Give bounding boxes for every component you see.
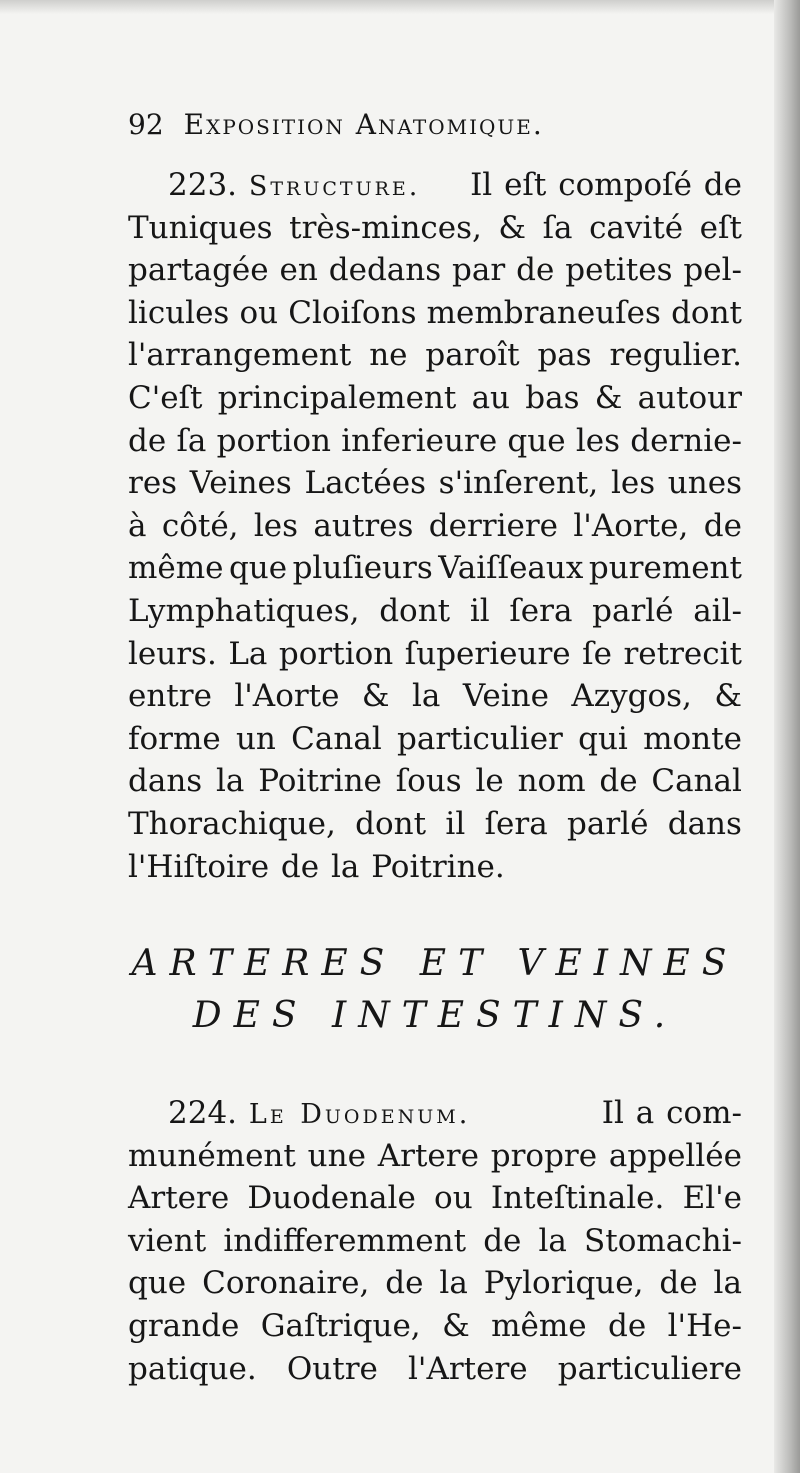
word: de bbox=[703, 507, 742, 544]
word: la bbox=[439, 1265, 468, 1302]
word: dans bbox=[667, 805, 742, 842]
word: Stomachi- bbox=[584, 1222, 742, 1259]
word: qui bbox=[578, 720, 628, 757]
word: Thorachique, bbox=[128, 805, 336, 842]
word: il bbox=[445, 805, 466, 842]
word: eſt bbox=[699, 209, 742, 246]
text-line: Il eſt compoſé de bbox=[470, 167, 742, 203]
word: l'He- bbox=[667, 1308, 742, 1345]
text-line bbox=[128, 249, 742, 292]
running-header bbox=[128, 108, 742, 164]
word: petites bbox=[565, 252, 673, 289]
word: & bbox=[714, 678, 742, 715]
word: ſera bbox=[484, 805, 548, 842]
word: appellée bbox=[608, 1137, 742, 1174]
word: Canal bbox=[291, 720, 382, 757]
paragraph-number: 224. bbox=[168, 1095, 238, 1132]
word: pel- bbox=[683, 252, 742, 289]
word: partagée bbox=[128, 252, 269, 289]
paragraph-224 bbox=[128, 1092, 742, 1390]
page-edge bbox=[774, 0, 800, 1473]
word: Lactées bbox=[304, 465, 426, 502]
word: de bbox=[128, 422, 167, 459]
word: que bbox=[507, 422, 566, 459]
word: l'Aorte bbox=[234, 678, 340, 715]
word: portion bbox=[278, 635, 394, 672]
word: même bbox=[491, 1308, 587, 1345]
word: ail- bbox=[693, 592, 742, 629]
word: principalement bbox=[217, 379, 457, 416]
book-page bbox=[128, 108, 742, 1390]
word: l'Aorte, bbox=[573, 507, 689, 544]
word: de bbox=[483, 1222, 522, 1259]
word: les bbox=[253, 507, 299, 544]
word: Pylorique, bbox=[483, 1265, 644, 1302]
word: autres bbox=[313, 507, 414, 544]
word: bas bbox=[525, 379, 580, 416]
word: Lymphatiques, bbox=[128, 592, 360, 629]
word: parlé bbox=[567, 805, 649, 842]
section-spacer bbox=[128, 888, 742, 938]
word: Duodenale bbox=[247, 1180, 416, 1217]
text-line bbox=[128, 334, 742, 377]
word: regulier. bbox=[609, 337, 742, 374]
word: dernie- bbox=[630, 422, 742, 459]
word: propre bbox=[490, 1137, 598, 1174]
word: le bbox=[475, 763, 504, 800]
text-line bbox=[128, 803, 742, 846]
word: ou bbox=[239, 294, 279, 331]
word: pas bbox=[537, 337, 592, 374]
word: la bbox=[411, 678, 441, 715]
word: de bbox=[516, 252, 555, 289]
word: Gaſtrique, bbox=[260, 1308, 421, 1345]
paragraph-title: Structure. bbox=[248, 171, 421, 202]
text-line bbox=[128, 207, 742, 250]
word: & bbox=[594, 379, 623, 416]
section-heading-line: ARTERES ET VEINES bbox=[131, 943, 739, 985]
word: dont bbox=[379, 592, 451, 629]
word: pluſieurs bbox=[292, 550, 433, 587]
word: en bbox=[279, 252, 318, 289]
word: au bbox=[471, 379, 511, 416]
word: la bbox=[538, 1222, 567, 1259]
word: à bbox=[128, 507, 147, 544]
word: Azygos, bbox=[571, 678, 692, 715]
page-number: 92 bbox=[128, 108, 164, 141]
word: retrecit bbox=[623, 635, 742, 672]
word: même bbox=[128, 550, 224, 587]
word: inferieure bbox=[341, 422, 498, 459]
word: il bbox=[469, 592, 490, 629]
word: ſous bbox=[395, 763, 462, 800]
word: Outre bbox=[286, 1350, 378, 1387]
word: les bbox=[610, 465, 656, 502]
word: derriere bbox=[428, 507, 559, 544]
word: membraneuſes bbox=[426, 294, 661, 331]
word: la bbox=[216, 763, 245, 800]
word: de bbox=[385, 1265, 424, 1302]
section-spacer bbox=[128, 1042, 742, 1092]
word: très-minces, bbox=[289, 209, 482, 246]
word: entre bbox=[128, 678, 212, 715]
word: Poitrine bbox=[258, 763, 382, 800]
text-line bbox=[128, 718, 742, 761]
word: res bbox=[128, 465, 178, 502]
word: ſe bbox=[582, 635, 612, 672]
word: s'inſerent, bbox=[438, 465, 599, 502]
word: & bbox=[361, 678, 390, 715]
text-line bbox=[128, 590, 742, 633]
paragraph-number: 223. bbox=[168, 167, 238, 203]
word: autour bbox=[637, 379, 742, 416]
word: Cloiſons bbox=[288, 294, 417, 331]
word: l'arrangement bbox=[128, 337, 352, 374]
text-line bbox=[128, 760, 742, 803]
word: que bbox=[228, 550, 288, 587]
word: la bbox=[713, 1265, 742, 1302]
section-heading-line: DES INTESTINS. bbox=[192, 995, 678, 1037]
word: ſuperieure bbox=[404, 635, 571, 672]
word: que bbox=[128, 1265, 187, 1302]
word: Vaiſſeaux bbox=[438, 550, 584, 587]
word: unes bbox=[667, 465, 742, 502]
word: ſa bbox=[176, 422, 207, 459]
paragraph-223 bbox=[128, 164, 742, 888]
page-top-shadow bbox=[0, 0, 800, 14]
word: l'Artere bbox=[408, 1350, 528, 1387]
word: côté, bbox=[161, 507, 239, 544]
word: dont bbox=[671, 294, 742, 331]
word: C'eſt bbox=[128, 379, 203, 416]
word: Artere bbox=[377, 1137, 479, 1174]
word: El'e bbox=[682, 1180, 742, 1217]
word: un bbox=[235, 720, 276, 757]
word: de bbox=[608, 1308, 647, 1345]
word: cavité bbox=[589, 209, 684, 246]
word: purement bbox=[588, 550, 742, 587]
word: Coronaire, bbox=[202, 1265, 370, 1302]
word: & bbox=[498, 209, 527, 246]
text-line bbox=[128, 1220, 742, 1263]
text-line: Il a com- bbox=[601, 1095, 742, 1132]
word: La bbox=[228, 635, 268, 672]
word: particulier bbox=[397, 720, 563, 757]
text-line bbox=[128, 675, 742, 718]
paragraph-first-line bbox=[128, 164, 742, 207]
word: portion bbox=[216, 422, 331, 459]
word: ſa bbox=[542, 209, 573, 246]
word: de bbox=[599, 763, 638, 800]
text-line bbox=[128, 1305, 742, 1348]
word: Canal bbox=[651, 763, 742, 800]
word: ne bbox=[369, 337, 408, 374]
text-line bbox=[128, 1262, 742, 1305]
word: dont bbox=[355, 805, 427, 842]
word: ou bbox=[434, 1180, 473, 1217]
word: patique. bbox=[128, 1350, 257, 1387]
text-line bbox=[128, 377, 742, 420]
word: munément bbox=[128, 1137, 296, 1174]
word: Tuniques bbox=[128, 209, 273, 246]
word: nom bbox=[517, 763, 586, 800]
running-title: Exposition Anatomique. bbox=[183, 108, 544, 141]
word: paroît bbox=[425, 337, 520, 374]
text-line bbox=[128, 1135, 742, 1178]
text-line bbox=[128, 292, 742, 335]
text-line bbox=[128, 547, 742, 590]
paragraph-title: Le Duodenum. bbox=[248, 1099, 471, 1131]
text-line bbox=[128, 462, 742, 505]
word: Veines bbox=[189, 465, 292, 502]
word: Artere bbox=[128, 1180, 230, 1217]
word: parlé bbox=[592, 592, 674, 629]
text-line bbox=[128, 1177, 742, 1220]
word: une bbox=[307, 1137, 366, 1174]
word: vient bbox=[128, 1222, 207, 1259]
section-heading bbox=[128, 938, 742, 1042]
text-line: l'Hiſtoire de la Poitrine. bbox=[128, 848, 505, 885]
paragraph-first-line bbox=[128, 1092, 742, 1135]
word: Inteſtinale. bbox=[490, 1180, 665, 1217]
text-line bbox=[128, 1348, 742, 1391]
word: grande bbox=[128, 1308, 240, 1345]
word: dans bbox=[128, 763, 203, 800]
text-line bbox=[128, 505, 742, 548]
word: & bbox=[442, 1308, 470, 1345]
word: de bbox=[659, 1265, 698, 1302]
word: particuliere bbox=[557, 1350, 742, 1387]
text-line bbox=[128, 420, 742, 463]
word: les bbox=[575, 422, 620, 459]
word: par bbox=[452, 252, 506, 289]
word: leurs. bbox=[128, 635, 217, 672]
word: forme bbox=[128, 720, 221, 757]
word: indifferemment bbox=[223, 1222, 467, 1259]
word: licules bbox=[128, 294, 230, 331]
text-line bbox=[128, 633, 742, 676]
word: Veine bbox=[462, 678, 549, 715]
word: monte bbox=[643, 720, 742, 757]
word: dedans bbox=[328, 252, 442, 289]
word: ſera bbox=[509, 592, 573, 629]
